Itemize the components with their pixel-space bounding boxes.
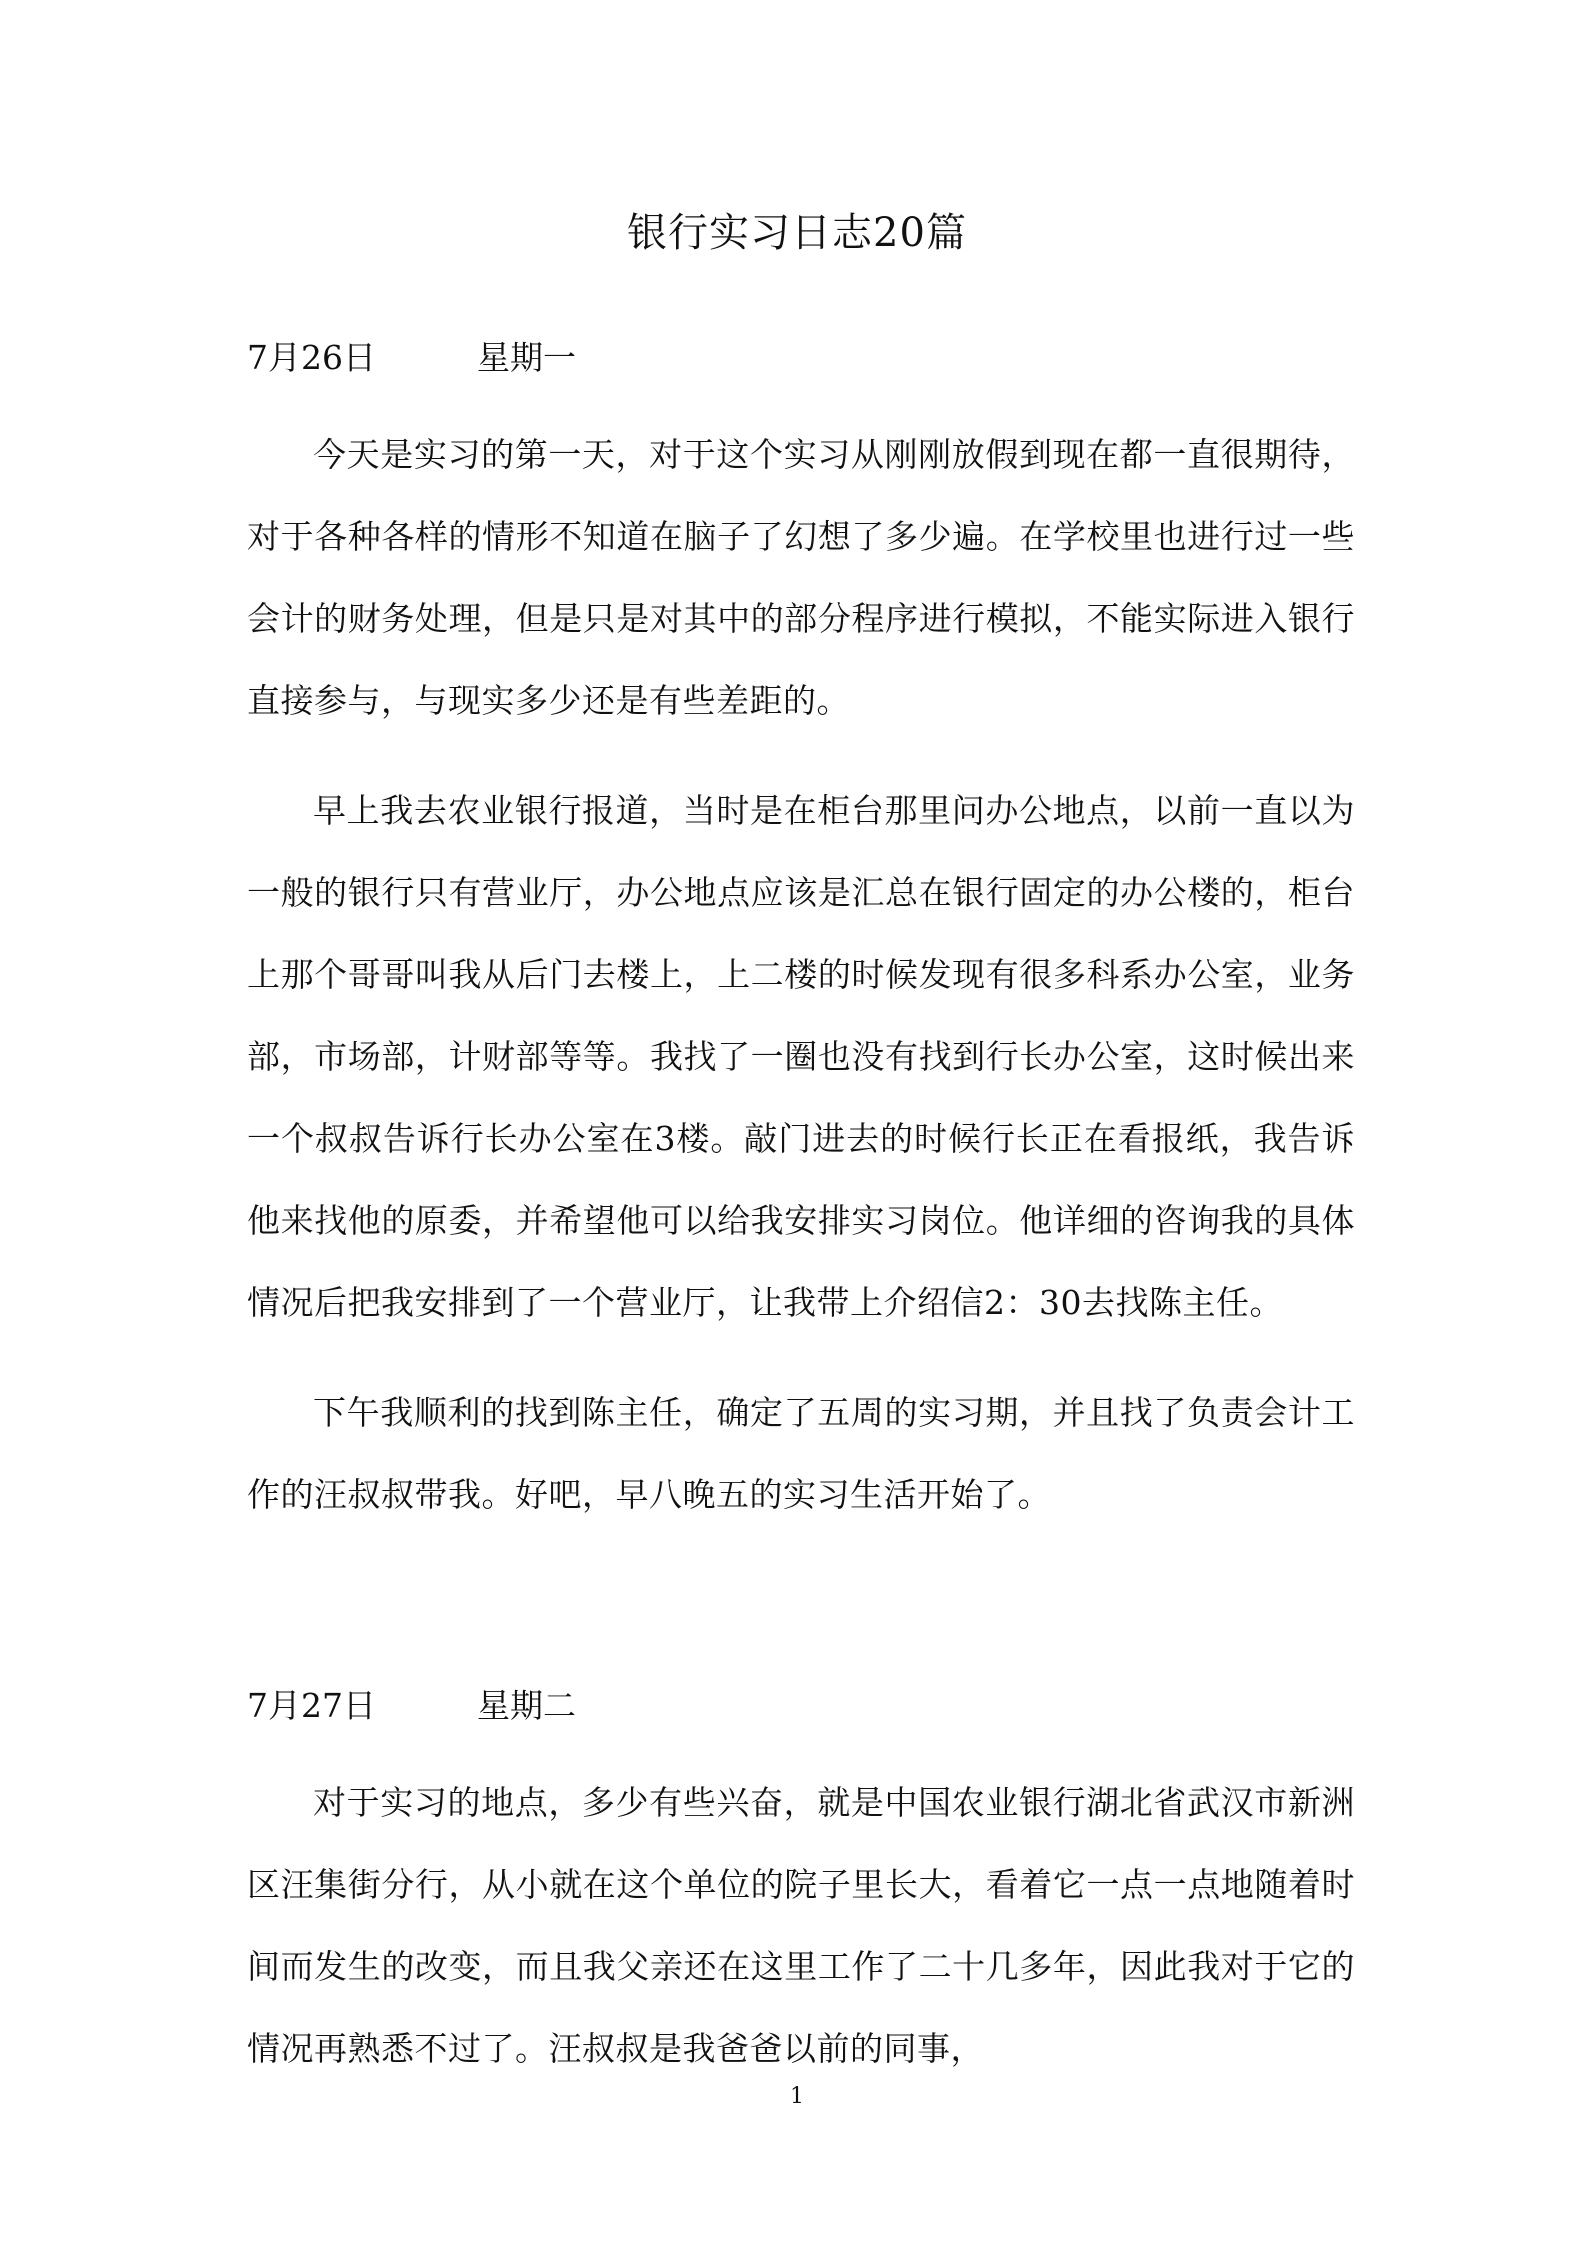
entry-weekday: 星期二 (477, 1686, 576, 1725)
page-number: 1 (790, 2084, 804, 2109)
entry-header (247, 1678, 1355, 1734)
paragraph: 对于实习的地点，多少有些兴奋，就是中国农业银行湖北省武汉市新洲区汪集街分行，从小就在这个单位的院子里长大，看着它一点一点地随着时间而发生的改变，而且我父亲还在这里工作了二十几多年，因此我对于它的情况再熟悉不过了。汪叔叔是我爸爸以前的同事， (247, 1783, 1355, 2068)
entry-date: 7月27日 (247, 1686, 376, 1725)
document-title: 银行实习日志20篇 (627, 210, 967, 256)
document-body (247, 330, 1355, 2090)
paragraph: 早上我去农业银行报道，当时是在柜台那里问办公地点，以前一直以为一般的银行只有营业厅，办公地点应该是汇总在银行固定的办公楼的，柜台上那个哥哥叫我从后门去楼上，上二楼的时候发现有很多科系办公室，业务部，市场部，计财部等等。我找了一圈也没有找到行长办公室，这时候出来一个叔叔告诉行长办公室在3楼。敲门进去的时候行长正在看报纸，我告诉他来找他的原委，并希望他可以给我安排实习岗位。他详细的咨询我的具体情况后把我安排到了一个营业厅，让我带上介绍信2：30去找陈主任。 (247, 791, 1355, 1322)
paragraph: 下午我顺利的找到陈主任，确定了五周的实习期，并且找了负责会计工作的汪叔叔带我。好吧，早八晚五的实习生活开始了。 (247, 1393, 1355, 1514)
entry-date: 7月26日 (247, 338, 376, 377)
diary-entry (247, 330, 1355, 1536)
entry-header (247, 330, 1355, 386)
diary-entry (247, 1678, 1355, 2090)
entry-weekday: 星期一 (477, 338, 576, 377)
paragraph: 今天是实习的第一天，对于这个实习从刚刚放假到现在都一直很期待，对于各种各样的情形不知道在脑子了幻想了多少遍。在学校里也进行过一些会计的财务处理，但是只是对其中的部分程序进行模拟，不能实际进入银行直接参与，与现实多少还是有些差距的。 (247, 435, 1355, 720)
